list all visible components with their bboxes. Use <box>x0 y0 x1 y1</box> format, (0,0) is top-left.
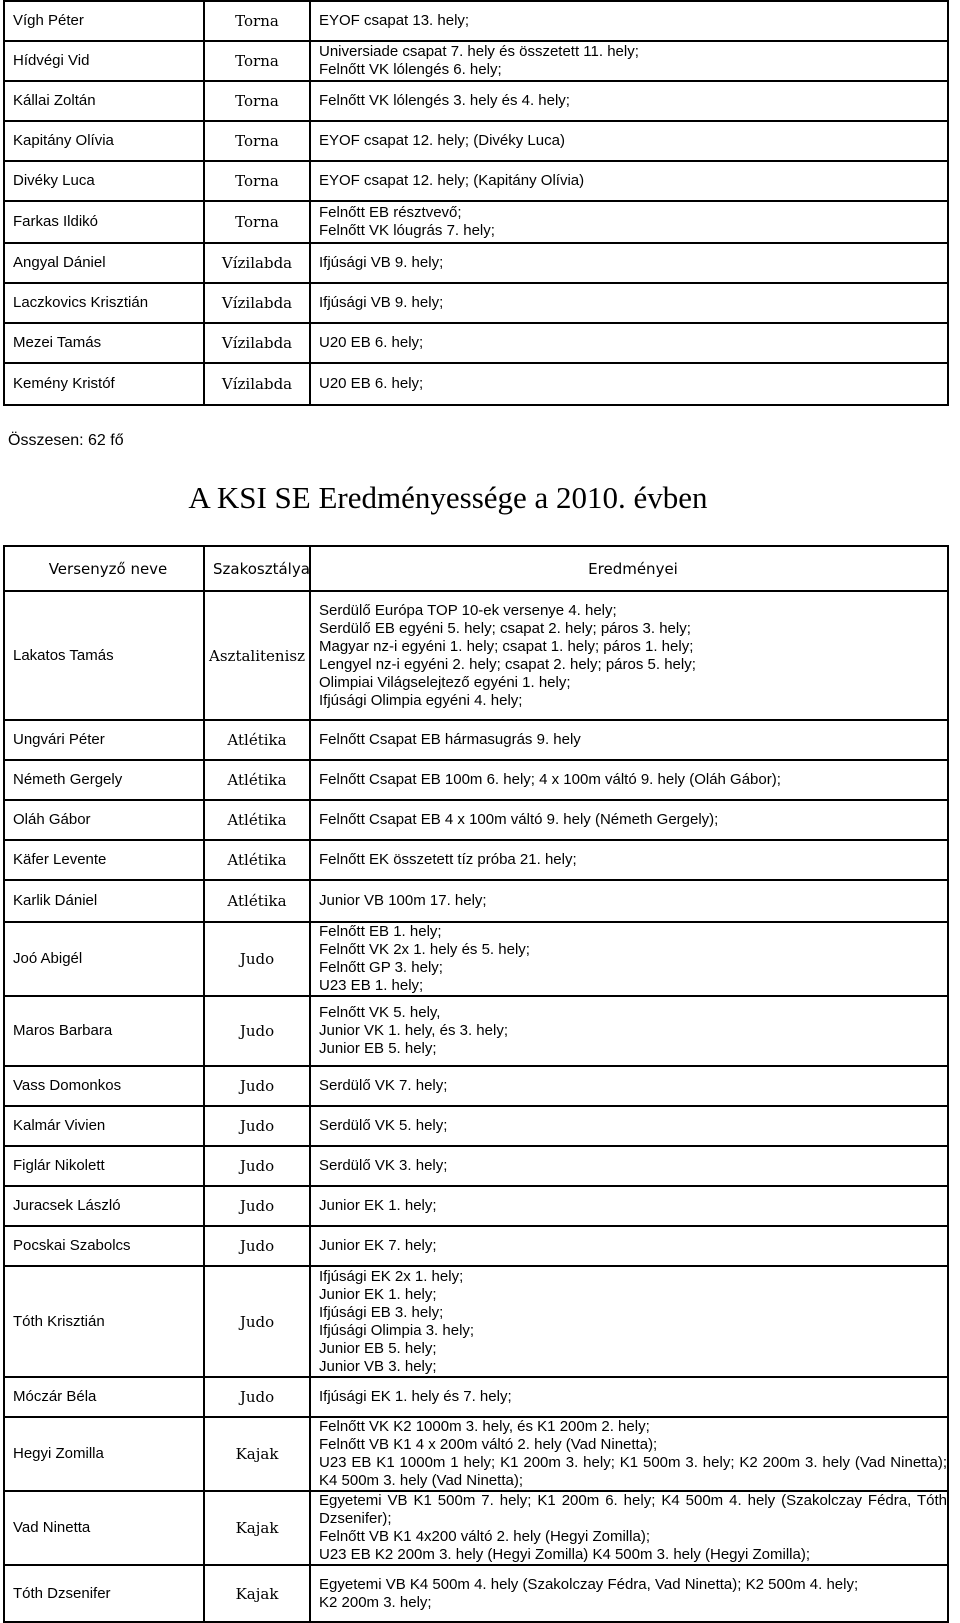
athlete-name: Figlár Nikolett <box>4 1146 204 1186</box>
table-row <box>4 922 948 996</box>
athlete-name: Hegyi Zomilla <box>4 1417 204 1491</box>
table-row <box>4 1377 948 1417</box>
table-row <box>4 1146 948 1186</box>
athlete-name: Vad Ninetta <box>4 1491 204 1565</box>
result-line: Felnőtt VK 2x 1. hely és 5. hely; <box>319 941 530 958</box>
athlete-name: Tóth Krisztián <box>4 1266 204 1377</box>
table-row <box>4 591 948 720</box>
result-line: Ifjúsági Olimpia 3. hely; <box>319 1321 475 1339</box>
header-results: Eredményei <box>310 546 948 591</box>
table-row <box>4 161 948 201</box>
table-row <box>4 1186 948 1226</box>
result-line: Magyar nz-i egyéni 1. hely; csapat 1. hely; páros 1. hely; <box>319 637 694 655</box>
result-cell <box>310 121 948 161</box>
athlete-name: Käfer Levente <box>4 840 204 880</box>
result-cell <box>310 800 948 840</box>
table-row <box>4 1491 948 1565</box>
sport-section: Torna <box>204 81 310 121</box>
athlete-name: Maros Barbara <box>4 996 204 1066</box>
athlete-name: Mezei Tamás <box>4 323 204 363</box>
result-cell <box>310 1226 948 1266</box>
table-row <box>4 1565 948 1622</box>
result-cell <box>310 1266 948 1377</box>
result-line: EYOF csapat 12. hely; (Divéky Luca) <box>319 132 565 149</box>
sport-section: Atlétika <box>204 880 310 922</box>
table-row <box>4 880 948 922</box>
results-table-2010 <box>3 545 949 1623</box>
athlete-name: Pocskai Szabolcs <box>4 1226 204 1266</box>
table-row <box>4 1266 948 1377</box>
result-line: Felnőtt VK lólengés 3. hely és 4. hely; <box>319 92 570 109</box>
result-line: Junior VB 100m 17. hely; <box>319 892 487 909</box>
table-header-row <box>4 546 948 591</box>
result-cell <box>310 1186 948 1226</box>
athlete-name: Angyal Dániel <box>4 243 204 283</box>
sport-section: Vízilabda <box>204 323 310 363</box>
athlete-name: Karlik Dániel <box>4 880 204 922</box>
sport-section: Judo <box>204 1066 310 1106</box>
result-line: Serdülő VK 3. hely; <box>319 1157 448 1174</box>
result-line: Felnőtt VB K1 4x200 váltó 2. hely (Hegyi Zomilla); <box>319 1528 650 1545</box>
result-line: U23 EB K1 1000m 1 hely; K1 200m 3. hely; K1 500m 3. hely; K2 200m 3. hely (Vad Ninetta); K4 500m 3. hely (Vad Ninetta); <box>319 1454 947 1489</box>
result-line: Felnőtt EB 1. hely; <box>319 923 442 940</box>
result-line: Ifjúsági VB 9. hely; <box>319 254 444 271</box>
table-row <box>4 283 948 323</box>
athlete-name: Ungvári Péter <box>4 720 204 760</box>
result-line: Universiade csapat 7. hely és összetett 11. hely; <box>319 43 639 60</box>
sport-section: Atlétika <box>204 760 310 800</box>
result-line: U23 EB K2 200m 3. hely (Hegyi Zomilla) K4 500m 3. hely (Hegyi Zomilla); <box>319 1546 811 1563</box>
result-line: Egyetemi VB K1 500m 7. hely; K1 200m 6. hely; K4 500m 4. hely (Szakolczay Fédra, Tóth Dzsenifer); <box>319 1492 947 1527</box>
table-row <box>4 800 948 840</box>
result-cell <box>310 201 948 243</box>
result-line: Serdülő VK 7. hely; <box>319 1077 448 1094</box>
sport-section: Judo <box>204 922 310 996</box>
athlete-name: Hídvégi Vid <box>4 41 204 81</box>
result-cell <box>310 243 948 283</box>
sport-section: Torna <box>204 161 310 201</box>
result-cell <box>310 996 948 1066</box>
result-cell <box>310 323 948 363</box>
sport-section: Vízilabda <box>204 243 310 283</box>
result-line: Ifjúsági EB 3. hely; <box>319 1303 444 1321</box>
athlete-name: Vass Domonkos <box>4 1066 204 1106</box>
result-cell <box>310 1491 948 1565</box>
table-row <box>4 996 948 1066</box>
result-cell <box>310 283 948 323</box>
result-cell <box>310 720 948 760</box>
sport-section: Judo <box>204 1186 310 1226</box>
header-name: Versenyző neve <box>4 546 204 591</box>
athlete-name: Divéky Luca <box>4 161 204 201</box>
athlete-name: Kalmár Vivien <box>4 1106 204 1146</box>
table-row <box>4 760 948 800</box>
result-line: Felnőtt Csapat EB 4 x 100m váltó 9. hely (Németh Gergely); <box>319 811 719 828</box>
table-row <box>4 323 948 363</box>
sport-section: Atlétika <box>204 800 310 840</box>
athlete-name: Kemény Kristóf <box>4 363 204 405</box>
result-line: Felnőtt VK K2 1000m 3. hely, és K1 200m 2. hely; <box>319 1418 650 1435</box>
table-row <box>4 243 948 283</box>
result-cell <box>310 363 948 405</box>
table-row <box>4 1417 948 1491</box>
result-line: Serdülő EB egyéni 5. hely; csapat 2. hely; páros 3. hely; <box>319 619 691 637</box>
result-line: Serdülő VK 5. hely; <box>319 1117 448 1134</box>
result-line: Felnőtt VK lóugrás 7. hely; <box>319 222 495 239</box>
result-line: Felnőtt Csapat EB 100m 6. hely; 4 x 100m váltó 9. hely (Oláh Gábor); <box>319 771 781 788</box>
result-line: Felnőtt VB K1 4 x 200m váltó 2. hely (Vad Ninetta); <box>319 1436 658 1453</box>
sport-section: Torna <box>204 121 310 161</box>
result-line: U20 EB 6. hely; <box>319 375 424 392</box>
result-cell <box>310 1377 948 1417</box>
header-sport: Szakosztálya <box>204 546 310 591</box>
result-cell <box>310 81 948 121</box>
athlete-name: Laczkovics Krisztián <box>4 283 204 323</box>
sport-section: Vízilabda <box>204 363 310 405</box>
sport-section: Torna <box>204 201 310 243</box>
sport-section: Asztalitenisz <box>204 591 310 720</box>
sport-section: Kajak <box>204 1417 310 1491</box>
result-cell <box>310 161 948 201</box>
athlete-name: Kállai Zoltán <box>4 81 204 121</box>
result-line: Serdülő Európa TOP 10-ek versenye 4. hely; <box>319 601 617 619</box>
sport-section: Torna <box>204 1 310 41</box>
result-line: Lengyel nz-i egyéni 2. hely; csapat 2. hely; páros 5. hely; <box>319 655 696 673</box>
result-line: Felnőtt VK lólengés 6. hely; <box>319 61 502 78</box>
page-title: A KSI SE Eredményessége a 2010. évben <box>188 480 708 515</box>
result-line: Ifjúsági VB 9. hely; <box>319 294 444 311</box>
result-cell <box>310 1106 948 1146</box>
total-count: Összesen: 62 fő <box>8 432 124 449</box>
sport-section: Judo <box>204 996 310 1066</box>
result-line: Felnőtt GP 3. hely; <box>319 959 443 976</box>
results-table-top <box>3 0 949 406</box>
result-cell <box>310 41 948 81</box>
table-row <box>4 363 948 405</box>
table-row <box>4 81 948 121</box>
result-cell <box>310 760 948 800</box>
result-line: Ifjúsági Olimpia egyéni 4. hely; <box>319 691 523 709</box>
table-row <box>4 720 948 760</box>
result-line: Ifjúsági EK 1. hely és 7. hely; <box>319 1388 512 1405</box>
result-cell <box>310 922 948 996</box>
result-line: Egyetemi VB K4 500m 4. hely (Szakolczay Fédra, Vad Ninetta); K2 500m 4. hely; <box>319 1575 859 1593</box>
sport-section: Torna <box>204 41 310 81</box>
athlete-name: Vígh Péter <box>4 1 204 41</box>
athlete-name: Lakatos Tamás <box>4 591 204 720</box>
result-line: Junior EB 5. hely; <box>319 1040 437 1057</box>
result-cell <box>310 1565 948 1622</box>
result-line: Junior VK 1. hely, és 3. hely; <box>319 1022 508 1039</box>
sport-section: Kajak <box>204 1491 310 1565</box>
result-cell <box>310 840 948 880</box>
result-cell <box>310 1417 948 1491</box>
result-line: EYOF csapat 13. hely; <box>319 12 470 29</box>
result-line: U20 EB 6. hely; <box>319 334 424 351</box>
table-row <box>4 1226 948 1266</box>
result-cell <box>310 591 948 720</box>
result-cell <box>310 880 948 922</box>
result-line: Felnőtt Csapat EB hármasugrás 9. hely <box>319 731 581 748</box>
athlete-name: Farkas Ildikó <box>4 201 204 243</box>
sport-section: Vízilabda <box>204 283 310 323</box>
result-line: EYOF csapat 12. hely; (Kapitány Olívia) <box>319 172 585 189</box>
result-line: Junior EK 1. hely; <box>319 1285 437 1303</box>
table-row <box>4 1 948 41</box>
athlete-name: Juracsek László <box>4 1186 204 1226</box>
result-line: Ifjúsági EK 2x 1. hely; <box>319 1267 464 1285</box>
sport-section: Kajak <box>204 1565 310 1622</box>
table-row <box>4 41 948 81</box>
sport-section: Judo <box>204 1226 310 1266</box>
result-line: U23 EB 1. hely; <box>319 977 424 994</box>
table-row <box>4 1066 948 1106</box>
sport-section: Judo <box>204 1266 310 1377</box>
table-row <box>4 121 948 161</box>
sport-section: Judo <box>204 1106 310 1146</box>
result-cell <box>310 1146 948 1186</box>
result-cell <box>310 1 948 41</box>
table-row <box>4 840 948 880</box>
result-cell <box>310 1066 948 1106</box>
result-line: Felnőtt VK 5. hely, <box>319 1004 441 1021</box>
result-line: K2 200m 3. hely; <box>319 1593 432 1611</box>
athlete-name: Tóth Dzsenifer <box>4 1565 204 1622</box>
sport-section: Judo <box>204 1146 310 1186</box>
athlete-name: Németh Gergely <box>4 760 204 800</box>
sport-section: Atlétika <box>204 840 310 880</box>
result-line: Felnőtt EK összetett tíz próba 21. hely; <box>319 851 577 868</box>
result-line: Junior EB 5. hely; <box>319 1339 437 1357</box>
athlete-name: Oláh Gábor <box>4 800 204 840</box>
result-line: Junior EK 7. hely; <box>319 1237 437 1254</box>
result-line: Junior VB 3. hely; <box>319 1357 437 1375</box>
sport-section: Judo <box>204 1377 310 1417</box>
result-line: Olimpiai Világselejtező egyéni 1. hely; <box>319 673 571 691</box>
sport-section: Atlétika <box>204 720 310 760</box>
athlete-name: Móczár Béla <box>4 1377 204 1417</box>
athlete-name: Joó Abigél <box>4 922 204 996</box>
result-line: Junior EK 1. hely; <box>319 1197 437 1214</box>
table-row <box>4 201 948 243</box>
table-row <box>4 1106 948 1146</box>
athlete-name: Kapitány Olívia <box>4 121 204 161</box>
result-line: Felnőtt EB résztvevő; <box>319 204 462 221</box>
